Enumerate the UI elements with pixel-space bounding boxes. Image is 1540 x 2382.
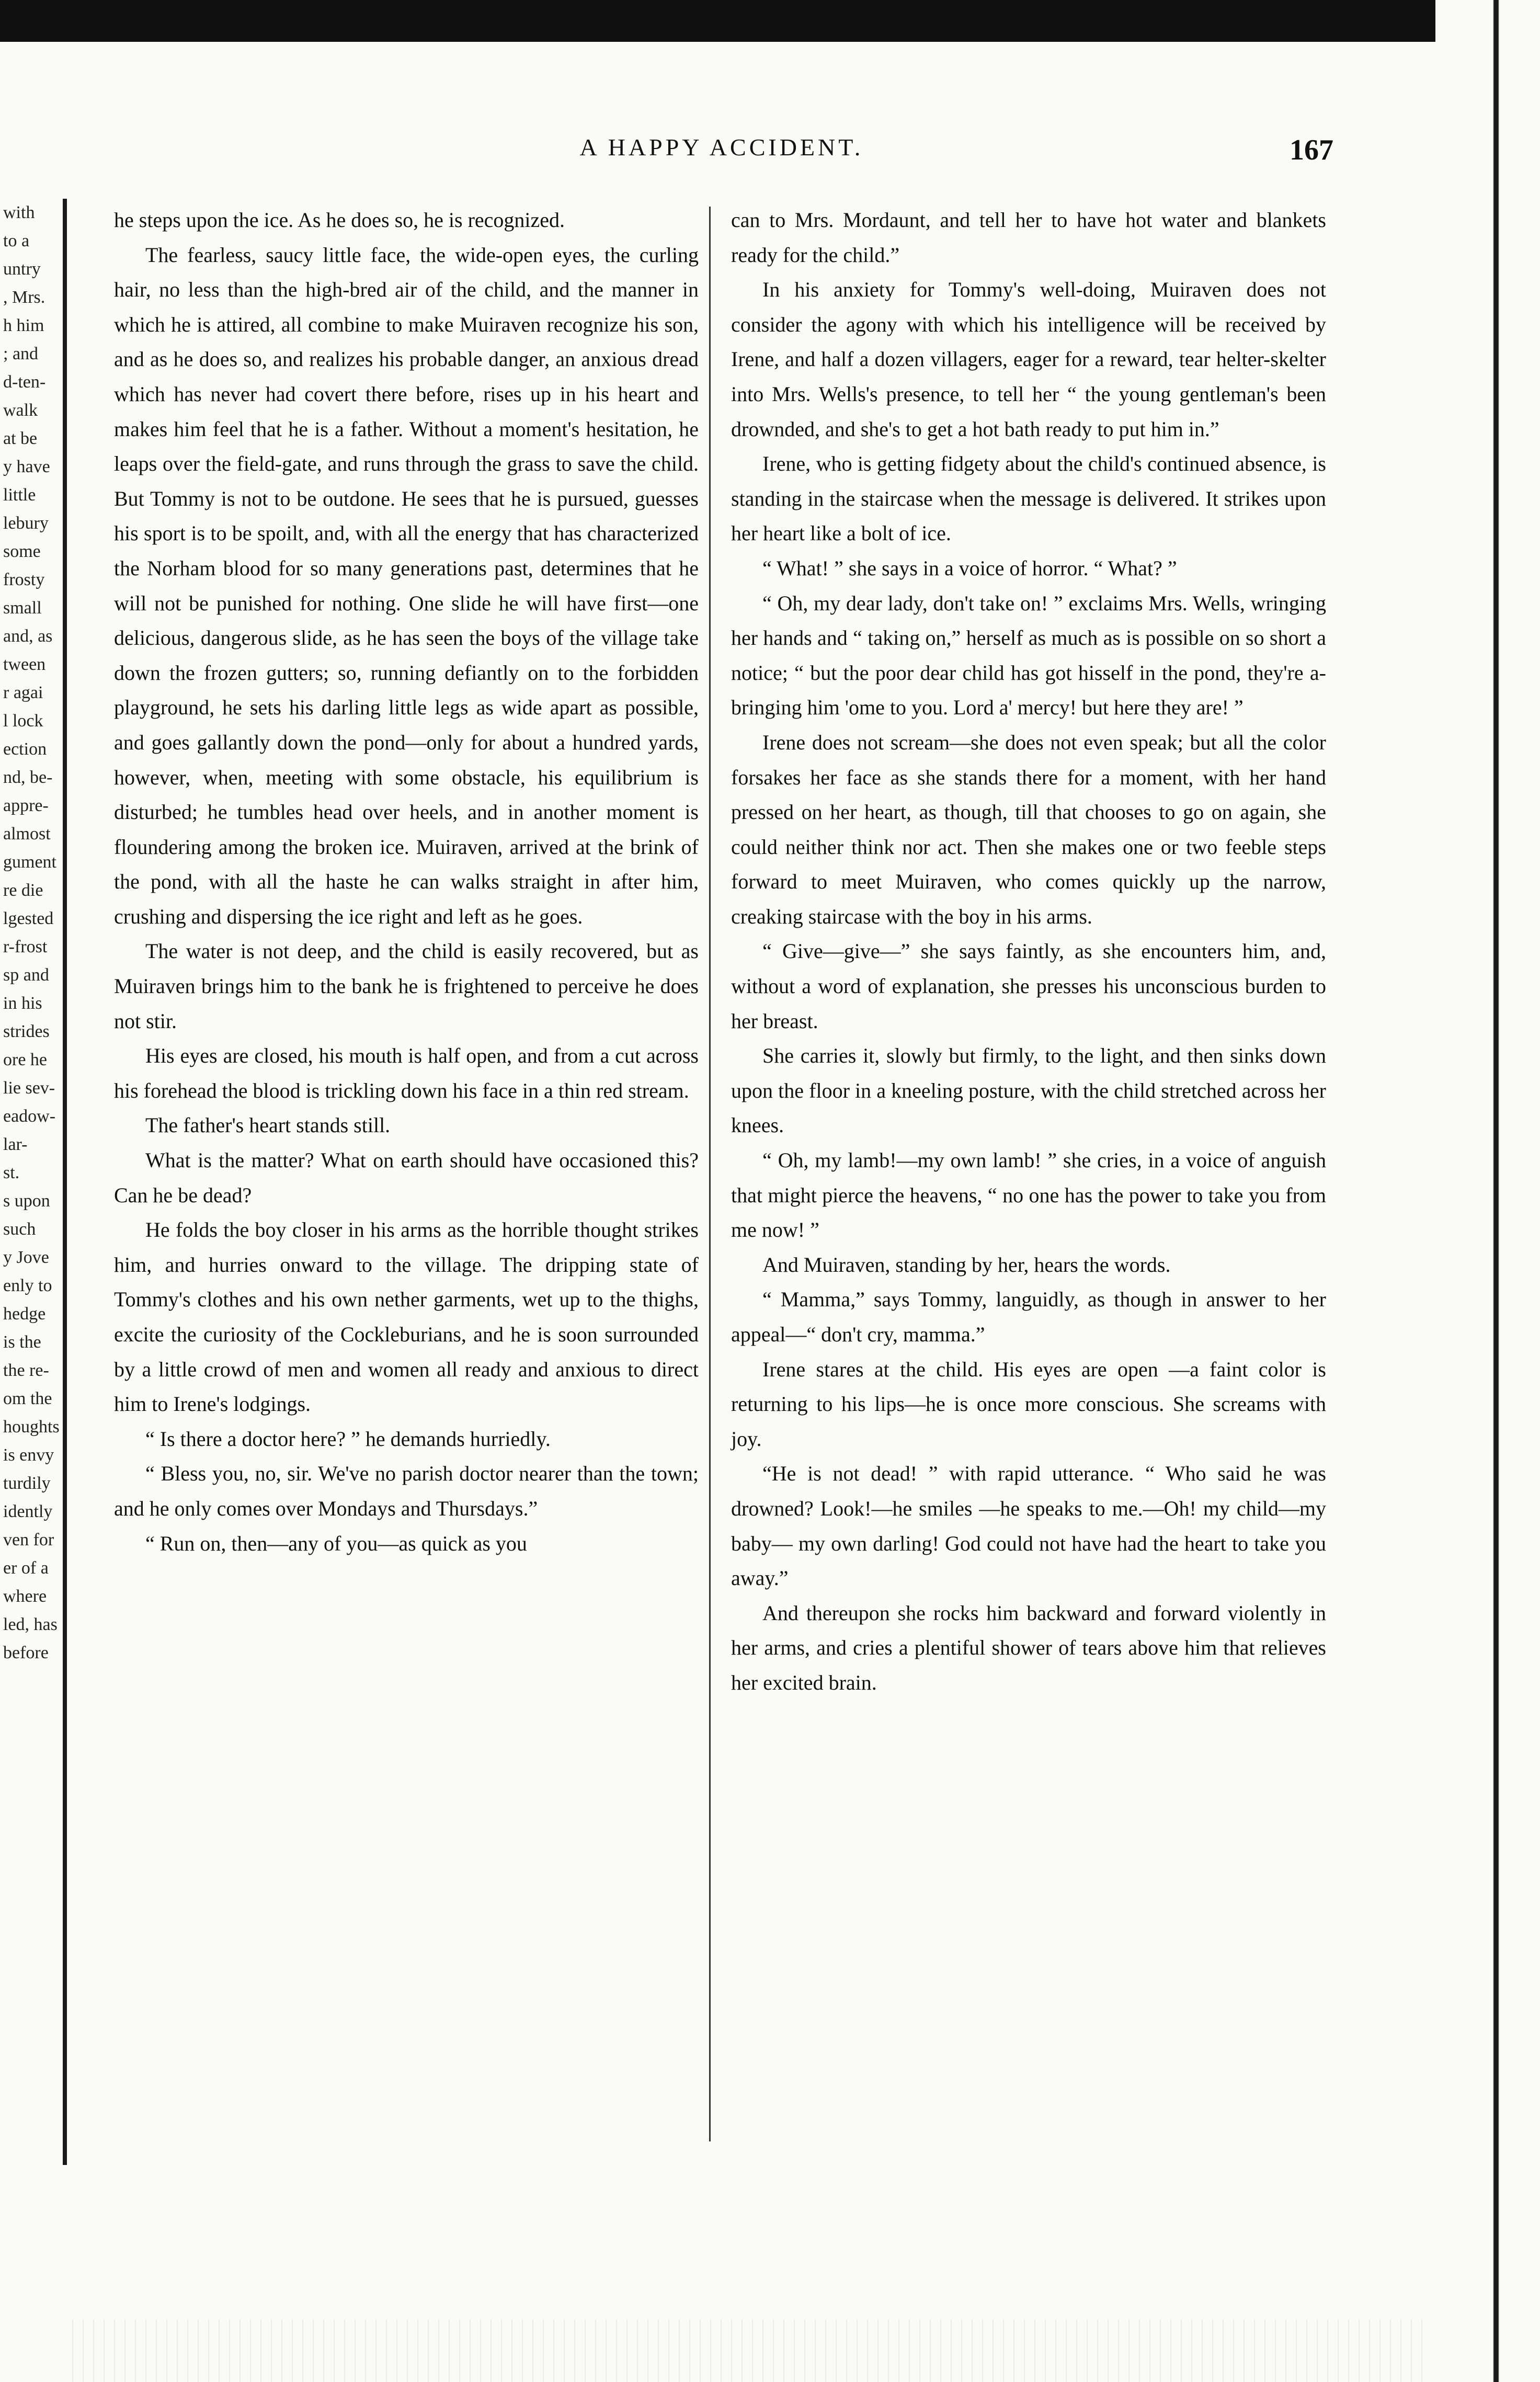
left-column	[114, 203, 699, 1561]
paragraph: And Muiraven, standing by her, hears the words.	[762, 1252, 1171, 1277]
paragraph: “ Mamma,” says Tommy, languidly, as though in answer to her appeal—“ don't cry, mamma.”	[731, 1287, 1326, 1346]
bleed-fragment: lebury	[3, 514, 49, 533]
bleed-fragment: ore he	[3, 1050, 48, 1069]
paragraph: She carries it, slowly but firmly, to the light, and then sinks down upon the floor in a kneeling posture, with the child stretched across her knees.	[731, 1044, 1326, 1137]
paragraph: “ Is there a doctor here? ” he demands hurriedly.	[145, 1427, 551, 1451]
bleed-fragment: hedge	[3, 1304, 46, 1324]
paragraph: His eyes are closed, his mouth is half open, and from a cut across his forehead the blood is trickling down his face in a thin red stream.	[114, 1044, 699, 1102]
bleed-fragment: almost	[3, 824, 51, 844]
bleed-fragment: er of a	[3, 1558, 49, 1578]
bleed-fragment: lie sev-	[3, 1078, 55, 1098]
paragraph: Irene stares at the child. His eyes are open —a faint color is returning to his lips—he is once more conscious. She screams with joy.	[731, 1357, 1326, 1451]
paragraph: And thereupon she rocks him backward and forward violently in her arms, and cries a plentiful shower of tears above him that relieves her excited brain.	[731, 1601, 1326, 1694]
bleed-fragment: tween	[3, 655, 46, 674]
scan-bottom-noise	[63, 2319, 1422, 2382]
bleed-fragment: d-ten-	[3, 372, 46, 392]
bleed-fragment: y Jove	[3, 1248, 49, 1267]
paragraph: In his anxiety for Tommy's well-doing, Muiraven does not consider the agony with which his intelligence will be received by Irene, and half a dozen villagers, eager for a reward, tear helter-skelter into Mrs. Wells's presence, to tell her “ the young gentleman's been drownded, and she's to get a hot bath ready to put him in.”	[731, 278, 1326, 441]
bleed-fragment: idently	[3, 1502, 53, 1521]
bleed-fragment: sp and	[3, 965, 49, 985]
paragraph: “ Bless you, no, sir. We've no parish doctor nearer than the town; and he only comes over Mondays and Thursdays.”	[114, 1462, 699, 1520]
paragraph: He folds the boy closer in his arms as the horrible thought strikes him, and hurries onward to the village. The dripping state of Tommy's clothes and his own nether garments, wet up to the thighs, excite the curiosity of the Cockleburians, and he is soon surrounded by a little crowd of men and women all ready and anxious to direct him to Irene's lodgings.	[114, 1218, 699, 1416]
paragraph: “ Oh, my dear lady, don't take on! ” exclaims Mrs. Wells, wringing her hands and “ taking on,” herself as much as is possible on so short a notice; “ but the poor dear child has got hisself in the pond, they're a-bringing him 'ome to you. Lord a' mercy! but here they are! ”	[731, 591, 1326, 720]
bleed-fragment: l lock	[3, 711, 43, 731]
bleed-fragment: untry	[3, 259, 41, 279]
bleed-fragment: houghts	[3, 1417, 60, 1437]
bleed-fragment: s upon	[3, 1191, 50, 1211]
bleed-fragment: before	[3, 1643, 49, 1662]
bleed-fragment: little	[3, 485, 36, 505]
scan-right-edge	[1435, 0, 1540, 2382]
paragraph: he steps upon the ice. As he does so, he is recognized.	[114, 208, 565, 232]
column-divider	[709, 207, 711, 2141]
right-column	[731, 203, 1326, 1701]
paragraph: “He is not dead! ” with rapid utterance. “ Who said he was drowned? Look!—he smiles —he speaks to me.—Oh! my child—my baby— my own darling! God could not have had the heart to take you away.”	[731, 1462, 1326, 1590]
bleed-fragment: and, as	[3, 626, 53, 646]
page-header	[110, 133, 1333, 180]
bleed-fragment: where	[3, 1587, 47, 1606]
bleed-fragment: such	[3, 1220, 36, 1239]
bleed-fragment: ven for	[3, 1530, 54, 1549]
bleed-fragment: re die	[3, 881, 43, 900]
bleed-fragment: enly to	[3, 1276, 52, 1295]
adjacent-page-bleed	[0, 199, 67, 2165]
running-title: A HAPPY ACCIDENT.	[579, 134, 864, 161]
paragraph: Irene does not scream—she does not even speak; but all the color forsakes her face as she stands there for a moment, with her hand pressed on her heart, as though, till that chooses to go on again, she could neither think nor act. Then she makes one or two feeble steps forward to meet Muiraven, who comes quickly up the narrow, creaking staircase with the boy in his arms.	[731, 730, 1326, 928]
bleed-fragment: some	[3, 542, 41, 561]
bleed-fragment: , Mrs.	[3, 288, 45, 307]
bleed-fragment: r agai	[3, 683, 43, 702]
bleed-fragment: with	[3, 203, 35, 222]
paragraph: can to Mrs. Mordaunt, and tell her to have hot water and blankets ready for the child.”	[731, 208, 1326, 267]
paragraph: The father's heart stands still.	[145, 1113, 391, 1137]
bleed-fragment: om the	[3, 1389, 52, 1408]
bleed-fragment: is the	[3, 1332, 41, 1352]
bleed-fragment: eadow-	[3, 1107, 56, 1126]
bleed-fragment: led, has	[3, 1615, 58, 1634]
paragraph: “ What! ” she says in a voice of horror. “ What? ”	[762, 556, 1177, 580]
paragraph: The water is not deep, and the child is easily recovered, but as Muiraven brings him to the bank he is frightened to perceive he does not stir.	[114, 939, 699, 1033]
bleed-fragment: ection	[3, 739, 47, 759]
paragraph: The fearless, saucy little face, the wide-open eyes, the curling hair, no less than the high-bred air of the child, and the manner in which he is attired, all combine to make Muiraven recognize his son, and as he does so, and realizes his probable danger, an anxious dread which has never had covert there before, rises up in his heart and makes him feel that he is a father. Without a moment's hesitation, he leaps over the field-gate, and runs through the grass to save the child. But Tommy is not to be outdone. He sees that he is pursued, guesses his sport is to be spoilt, and, with all the energy that has characterized the Norham blood for so many generations past, determines that he will not be punished for nothing. One slide he will have first—one delicious, dangerous slide, as he has seen the boys of the village take down the frozen gutters; so, running defiantly on to the forbidden playground, he sets his darling little legs as wide apart as possible, and goes gallantly down the pond—only for about a hundred yards, however, when, meeting with some obstacle, his equilibrium is disturbed; he tumbles head over heels, and in another moment is floundering among the broken ice. Muiraven, arrived at the brink of the pond, with all the haste he can walks straight in after him, crushing and dispersing the ice right and left as he goes.	[114, 243, 699, 928]
bleed-fragment: frosty	[3, 570, 45, 589]
bleed-fragment: r-frost	[3, 937, 48, 956]
bleed-fragment: lar-	[3, 1135, 28, 1154]
bleed-fragment: lgested	[3, 909, 54, 928]
bleed-fragment: appre-	[3, 796, 49, 815]
paragraph: Irene, who is getting fidgety about the child's continued absence, is standing in the staircase when the message is delivered. It strikes upon her heart like a bolt of ice.	[731, 452, 1326, 545]
bleed-fragment: y have	[3, 457, 50, 476]
bleed-fragment: to a	[3, 231, 30, 250]
paragraph: “ Run on, then—any of you—as quick as you	[145, 1531, 527, 1555]
bleed-fragment: nd, be-	[3, 768, 53, 787]
bleed-fragment: st.	[3, 1163, 20, 1182]
paragraph: What is the matter? What on earth should have occasioned this? Can he be dead?	[114, 1148, 699, 1207]
bleed-fragment: in his	[3, 994, 42, 1013]
bleed-fragment: gument	[3, 852, 56, 872]
bleed-fragment: ; and	[3, 344, 39, 363]
bleed-fragment: walk	[3, 401, 38, 420]
bleed-fragment: is envy	[3, 1445, 54, 1465]
bleed-fragment: turdily	[3, 1474, 51, 1493]
scan-top-border	[0, 0, 1540, 42]
bleed-fragment: strides	[3, 1022, 50, 1041]
bleed-fragment: at be	[3, 429, 38, 448]
page-number: 167	[1290, 134, 1333, 166]
bleed-fragment: small	[3, 598, 42, 618]
bleed-fragment: h him	[3, 316, 44, 335]
paragraph: “ Oh, my lamb!—my own lamb! ” she cries, in a voice of anguish that might pierce the heavens, “ no one has the power to take you from me now! ”	[731, 1148, 1326, 1242]
bleed-fragment: the re-	[3, 1361, 49, 1380]
paragraph: “ Give—give—” she says faintly, as she encounters him, and, without a word of explanation, she presses his unconscious burden to her breast.	[731, 939, 1326, 1033]
